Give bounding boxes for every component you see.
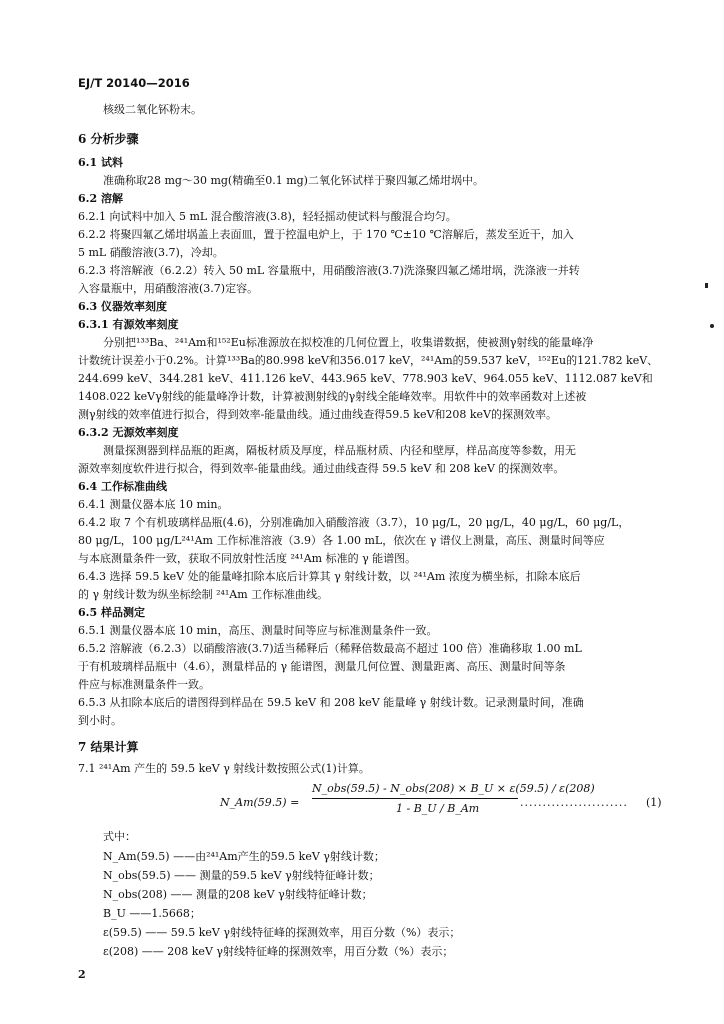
subsection-heading: 6.5 样品测定 — [78, 606, 145, 619]
definition-line: ε(59.5) —— 59.5 keV γ射线特征峰的探测效率，用百分数（%）表示； — [103, 926, 461, 939]
text-line: 核级二氧化钚粉末。 — [103, 103, 202, 116]
text-line: 源效率刻度软件进行拟合，得到效率-能量曲线。通过曲线查得 59.5 keV 和 208 keV 的探测效率。 — [78, 462, 565, 475]
text-line: 准确称取28 mg～30 mg(精确至0.1 mg)二氧化钚试样于聚四氟乙烯坩埚中。 — [103, 174, 484, 187]
formula-numerator: N_obs(59.5) - N_obs(208) × B_U × ε(59.5) / ε(208) — [312, 782, 595, 795]
subsection-heading: 6.3.1 有源效率刻度 — [78, 318, 179, 331]
text-line: 6.2.1 向试料中加入 5 mL 混合酸溶液(3.8)，轻轻摇动使试料与酸混合均匀。 — [78, 210, 457, 223]
subsection-heading: 6.1 试料 — [78, 156, 123, 169]
text-line: 件应与标准测量条件一致。 — [78, 678, 210, 691]
text-line: 入容量瓶中，用硝酸溶液(3.7)定容。 — [78, 282, 259, 295]
text-line: 7.1 ²⁴¹Am 产生的 59.5 keV γ 射线计数按照公式(1)计算。 — [78, 762, 370, 775]
equation-number: (1) — [646, 796, 662, 809]
text-line: 80 μg/L，100 μg/L²⁴¹Am 工作标准溶液（3.9）各 1.00 mL，依次在 γ 谱仪上测量，高压、测量时间等应 — [78, 534, 605, 547]
scan-mark — [710, 324, 714, 328]
formula-denominator: 1 - B_U / B_Am — [396, 802, 480, 815]
subsection-heading: 6.3.2 无源效率刻度 — [78, 426, 179, 439]
text-line: 6.2.2 将聚四氟乙烯坩埚盖上表面皿，置于控温电炉上，于 170 ℃±10 ℃溶解后，蒸发至近干，加入 — [78, 228, 574, 241]
page-number: 2 — [78, 968, 86, 981]
section-heading: 7 结果计算 — [78, 740, 139, 754]
text-line: 分别把¹³³Ba、²⁴¹Am和¹⁵²Eu标准源放在拟校准的几何位置上，收集谱数据，使被测γ射线的能量峰净 — [103, 336, 594, 349]
text-line: 于有机玻璃样品瓶中（4.6），测量样品的 γ 能谱图，测量几何位置、测量距离、高压、测量时间等条 — [78, 660, 566, 673]
text-line: 6.4.1 测量仪器本底 10 min。 — [78, 498, 229, 511]
text-line: 6.5.2 溶解液（6.2.3）以硝酸溶液(3.7)适当稀释后（稀释倍数最高不超过 100 倍）准确移取 1.00 mL — [78, 642, 582, 655]
formula-lhs: N_Am(59.5) = — [220, 796, 300, 809]
text-line: 244.699 keV、344.281 keV、411.126 keV、443.965 keV、778.903 keV、964.055 keV、1112.087 keV和 — [78, 372, 653, 385]
text-line: 测量探测器到样品瓶的距离，隔板材质及厚度，样品瓶材质、内径和壁厚，样品高度等参数，用无 — [103, 444, 576, 457]
subsection-heading: 6.2 溶解 — [78, 192, 123, 205]
subsection-heading: 6.3 仪器效率刻度 — [78, 300, 167, 313]
where-label: 式中： — [103, 830, 136, 843]
text-line: 的 γ 射线计数为纵坐标绘制 ²⁴¹Am 工作标准曲线。 — [78, 588, 329, 601]
formula-1 — [220, 782, 670, 822]
standard-number: EJ/T 20140—2016 — [78, 76, 190, 90]
text-line: 6.2.3 将溶解液（6.2.2）转入 50 mL 容量瓶中，用硝酸溶液(3.7)洗涤聚四氟乙烯坩埚，洗涤液一并转 — [78, 264, 580, 277]
section-heading: 6 分析步骤 — [78, 132, 139, 146]
definition-line: ε(208) —— 208 keV γ射线特征峰的探测效率，用百分数（%）表示； — [103, 945, 454, 958]
text-line: 计数统计误差小于0.2%。计算¹³³Ba的80.998 keV和356.017 keV，²⁴¹Am的59.537 keV，¹⁵²Eu的121.782 keV、 — [78, 354, 659, 367]
text-line: 测γ射线的效率值进行拟合，得到效率-能量曲线。通过曲线查得59.5 keV和208 keV的探测效率。 — [78, 408, 558, 421]
text-line: 5 mL 硝酸溶液(3.7)，冷却。 — [78, 246, 224, 259]
text-line: 与本底测量条件一致，获取不同放射性活度 ²⁴¹Am 标准的 γ 能谱图。 — [78, 552, 417, 565]
text-line: 1408.022 keVγ射线的能量峰净计数，计算被测射线的γ射线全能峰效率。用软件中的效率函数对上述被 — [78, 390, 587, 403]
definition-line: B_U ——1.5668； — [103, 907, 201, 920]
leader-dots: ........................ — [520, 796, 628, 809]
fraction-bar — [312, 798, 518, 799]
definition-line: N_obs(208) —— 测量的208 keV γ射线特征峰计数； — [103, 888, 373, 901]
text-line: 6.4.2 取 7 个有机玻璃样品瓶(4.6)，分别准确加入硝酸溶液（3.7），10 μg/L，20 μg/L，40 μg/L，60 μg/L， — [78, 516, 630, 529]
scan-mark — [705, 283, 708, 288]
definition-line: N_obs(59.5) —— 测量的59.5 keV γ射线特征峰计数； — [103, 869, 380, 882]
definition-line: N_Am(59.5) ——由²⁴¹Am产生的59.5 keV γ射线计数； — [103, 850, 385, 863]
text-line: 到小时。 — [78, 714, 122, 727]
text-line: 6.5.1 测量仪器本底 10 min，高压、测量时间等应与标准测量条件一致。 — [78, 624, 438, 637]
text-line: 6.4.3 选择 59.5 keV 处的能量峰扣除本底后计算其 γ 射线计数，以 ²⁴¹Am 浓度为横坐标，扣除本底后 — [78, 570, 581, 583]
text-line: 6.5.3 从扣除本底后的谱图得到样品在 59.5 keV 和 208 keV 能量峰 γ 射线计数。记录测量时间，准确 — [78, 696, 584, 709]
subsection-heading: 6.4 工作标准曲线 — [78, 480, 167, 493]
